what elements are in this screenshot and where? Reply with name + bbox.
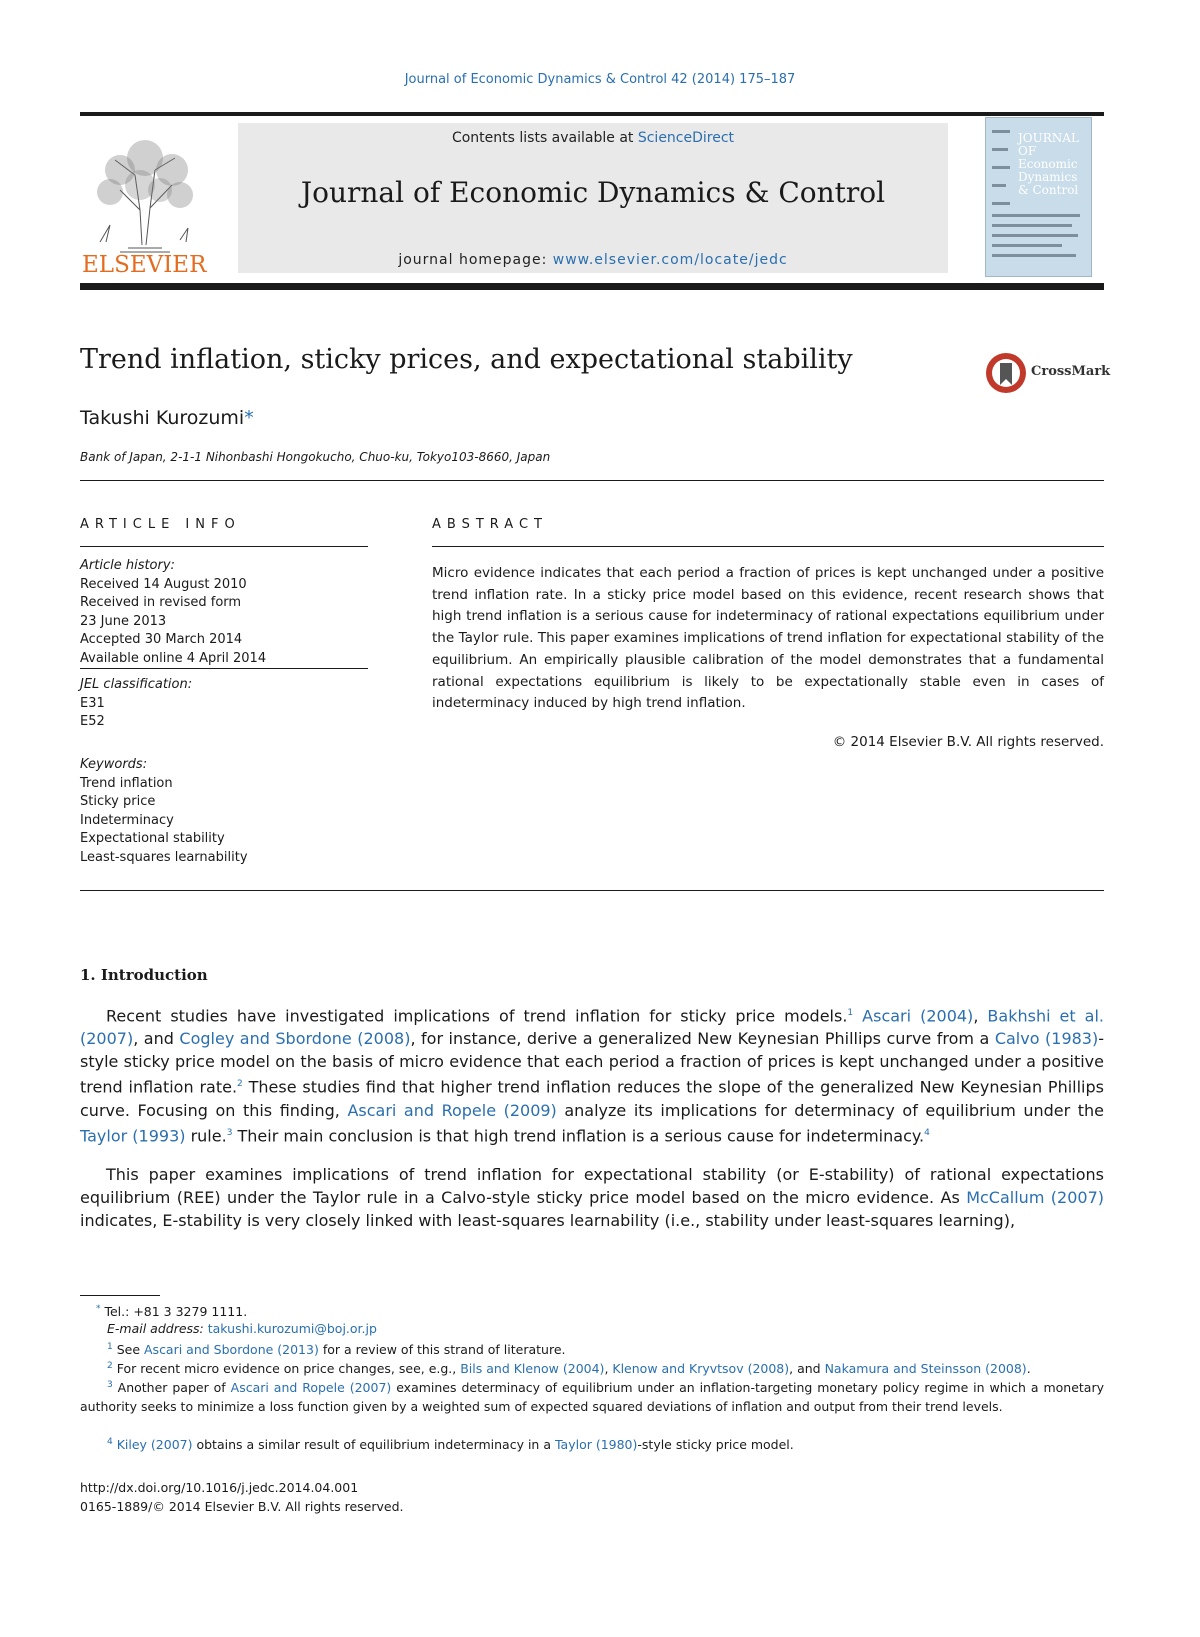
title-divider [80, 480, 1104, 481]
cover-line [992, 202, 1010, 205]
cover-line [992, 184, 1006, 187]
author-affiliation: Bank of Japan, 2-1-1 Nihonbashi Hongokucho, Chuo-ku, Tokyo103-8660, Japan [80, 450, 551, 464]
keyword: Indeterminacy [80, 812, 174, 828]
cover-line [992, 254, 1076, 257]
footnote-1 [107, 1338, 1097, 1359]
footnote-ref[interactable]: 4 [924, 1127, 930, 1138]
text-run: indicates, E-stability is very closely linked with least-squares learnability (i.e., stability under least-squares learning), [80, 1211, 1016, 1230]
text-run: , [973, 1006, 988, 1026]
footnote-ref[interactable]: 3 [226, 1127, 233, 1138]
cover-line [992, 234, 1078, 237]
footnote-ref[interactable]: 3 [107, 1380, 113, 1390]
text-run: obtains a similar result of equilibrium indeterminacy in a [192, 1437, 555, 1453]
article-info-rule [80, 546, 368, 547]
homepage-prefix: journal homepage: [398, 252, 553, 268]
text-run: This paper examines implications of trend inflation for expectational stability (or E-stability) of rational expectations equilibrium (REE) under the Taylor rule in a Calvo-style sticky price model based on the micro evidence. As [80, 1165, 1104, 1207]
doi-link[interactable]: http://dx.doi.org/10.1016/j.jedc.2014.04.001 [80, 1480, 359, 1495]
abstract-text: Micro evidence indicates that each period a fraction of prices is kept unchanged under a positive trend inflation rate. In a sticky price model based on this evidence, recent research shows that high trend inflation is a serious cause for indeterminacy of rational expectations equilibrium under the Taylor rule. This paper examines implications of trend inflation for expectational stability of the equilibrium. An empirically plausible calibration of the model demonstrates that a fundamental rational expectations equilibrium is likely to be expectationally stable even in cases of indeterminacy induced by high trend inflation. [432, 565, 1104, 712]
text-run: Another paper of [112, 1380, 231, 1396]
author-name-text: Takushi Kurozumi [80, 407, 245, 429]
history-item: 23 June 2013 [80, 613, 167, 629]
citation-link[interactable]: Ascari (2004) [862, 1006, 974, 1026]
citation-link[interactable]: Ascari and Sbordone (2013) [144, 1342, 319, 1358]
article-history-label: Article history: [80, 558, 175, 573]
text-run: See [112, 1342, 144, 1358]
text-run: -style sticky price model on the basis of micro evidence that each period a fraction of prices is kept unchanged under a positive trend inflation rate. [80, 1029, 1104, 1097]
keyword: Least-squares learnability [80, 849, 248, 865]
journal-cover-thumbnail [985, 117, 1092, 277]
history-item: Received 14 August 2010 [80, 576, 247, 592]
text-run: . [1026, 1361, 1031, 1377]
cover-line [992, 130, 1010, 133]
citation-link[interactable]: Taylor (1993) [80, 1125, 186, 1145]
footnote-ref[interactable]: 2 [237, 1079, 243, 1090]
keywords [80, 756, 370, 867]
text-run: rule. [185, 1125, 227, 1145]
citation-link[interactable]: Bakhshi et al. (2007) [80, 1006, 1105, 1049]
citation-link[interactable]: Nakamura and Steinsson (2008) [824, 1361, 1027, 1377]
sciencedirect-link[interactable]: ScienceDirect [637, 130, 735, 146]
header-rule-top [80, 112, 1104, 116]
footnote-rule [80, 1295, 160, 1296]
intro-paragraph-1 [80, 1002, 1104, 1147]
author-footnote-mark[interactable]: * [244, 407, 254, 429]
article-info-heading: ARTICLE INFO [80, 517, 241, 532]
text-run [853, 1006, 862, 1025]
jel-classification [80, 676, 370, 732]
text-run: -style sticky price model. [637, 1437, 794, 1453]
header-rule-bottom [80, 283, 1104, 290]
keyword: Expectational stability [80, 831, 225, 846]
text-run: Their main conclusion is that high trend inflation is a serious cause for indeterminacy. [232, 1125, 925, 1145]
homepage-link[interactable]: www.elsevier.com/locate/jedc [552, 252, 788, 268]
footnote-star: * [96, 1304, 101, 1314]
text-run: These studies find that higher trend inflation reduces the slope of the generalized New Keynesian Phillips curve. Focusing on this finding, [80, 1077, 1104, 1120]
issn-line: 0165-1889/© 2014 Elsevier B.V. All rights reserved. [80, 1499, 404, 1514]
text-run: analyze its implications for determinacy of equilibrium under the [556, 1100, 1104, 1120]
citation-link[interactable]: McCallum (2007) [966, 1188, 1105, 1207]
footnote-ref[interactable]: 1 [107, 1342, 113, 1352]
citation-link[interactable]: Taylor (1980) [554, 1437, 638, 1453]
footnote-email [107, 1319, 1097, 1338]
text-run: examines determinacy of equilibrium under an inflation-targeting monetary policy regime in which a monetary authority seeks to minimize a loss function given by a weighted sum of expected squared deviations of inflation and output from their trend levels. [80, 1380, 1104, 1415]
history-item: Accepted 30 March 2014 [80, 632, 243, 647]
history-item: Received in revised form [80, 595, 242, 610]
cover-line [992, 244, 1062, 247]
article-title: Trend inflation, sticky prices, and expectational stability [80, 344, 853, 375]
footnote-tel-text: Tel.: +81 3 3279 1111. [104, 1304, 248, 1320]
contents-line [238, 130, 948, 146]
homepage-line [238, 252, 948, 268]
citation-link[interactable]: Ascari and Ropele (2009) [347, 1100, 557, 1120]
cover-line [992, 148, 1008, 151]
history-item: Available online 4 April 2014 [80, 650, 267, 666]
section-heading-introduction: 1. Introduction [80, 966, 208, 984]
footnote-tel [96, 1300, 1096, 1321]
text-run: For recent micro evidence on price changes, see, e.g., [112, 1361, 461, 1377]
abstract-rule [432, 546, 1104, 547]
text-run: , and [789, 1361, 825, 1377]
citation-link[interactable]: Klenow and Kryvtsov (2008) [612, 1361, 790, 1377]
citation-link[interactable]: Ascari and Ropele (2007) [230, 1380, 392, 1396]
text-run: for a review of this strand of literature. [318, 1342, 566, 1358]
email-link[interactable]: takushi.kurozumi@boj.or.jp [207, 1321, 377, 1336]
keyword: Sticky price [80, 794, 156, 809]
keyword: Trend inflation [80, 775, 173, 791]
text-run: Recent studies have investigated implications of trend inflation for sticky price models. [106, 1006, 848, 1026]
abstract-heading: ABSTRACT [432, 517, 548, 532]
text-run: , for instance, derive a generalized New Keynesian Phillips curve from a [410, 1029, 995, 1049]
intro-paragraph-2 [80, 1163, 1104, 1232]
cover-title: JOURNAL OF Economic Dynamics & Control [1018, 131, 1079, 197]
cover-line [992, 214, 1080, 217]
cover-line [992, 166, 1010, 169]
crossmark-icon [985, 352, 1029, 394]
citation-link[interactable]: Kiley (2007) [116, 1437, 193, 1453]
crossmark-badge[interactable] [985, 352, 1111, 394]
elsevier-wordmark: ELSEVIER [82, 252, 207, 278]
article-history [80, 557, 370, 668]
cover-line [992, 224, 1072, 227]
text-run: , and [133, 1029, 180, 1049]
jel-label: JEL classification: [80, 677, 193, 692]
citation-link[interactable]: Cogley and Sbordone (2008) [179, 1029, 411, 1049]
keywords-label: Keywords: [80, 757, 148, 772]
author-name [80, 407, 254, 429]
citation-link[interactable]: Bils and Klenow (2004) [460, 1361, 605, 1377]
email-label: E-mail address: [107, 1321, 208, 1336]
footnote-2 [107, 1357, 1097, 1378]
history-rule [80, 668, 368, 669]
footnote-3 [80, 1376, 1104, 1416]
text-run: , [604, 1361, 613, 1377]
footnote-ref[interactable]: 2 [107, 1361, 113, 1371]
abstract-copyright: © 2014 Elsevier B.V. All rights reserved. [832, 734, 1104, 750]
journal-citation[interactable]: Journal of Economic Dynamics & Control 42 (2014) 175–187 [404, 72, 796, 87]
journal-name: Journal of Economic Dynamics & Control [300, 176, 886, 209]
jel-code: E52 [80, 714, 105, 729]
abstract-divider [80, 890, 1104, 891]
jel-code: E31 [80, 695, 105, 711]
footnote-ref[interactable]: 1 [847, 1008, 854, 1018]
crossmark-label: CrossMark [1031, 364, 1111, 379]
citation-link[interactable]: Calvo (1983) [994, 1029, 1099, 1049]
contents-prefix: Contents lists available at [451, 130, 638, 146]
footnote-ref[interactable]: 4 [107, 1437, 113, 1447]
footnote-4 [107, 1433, 1097, 1454]
